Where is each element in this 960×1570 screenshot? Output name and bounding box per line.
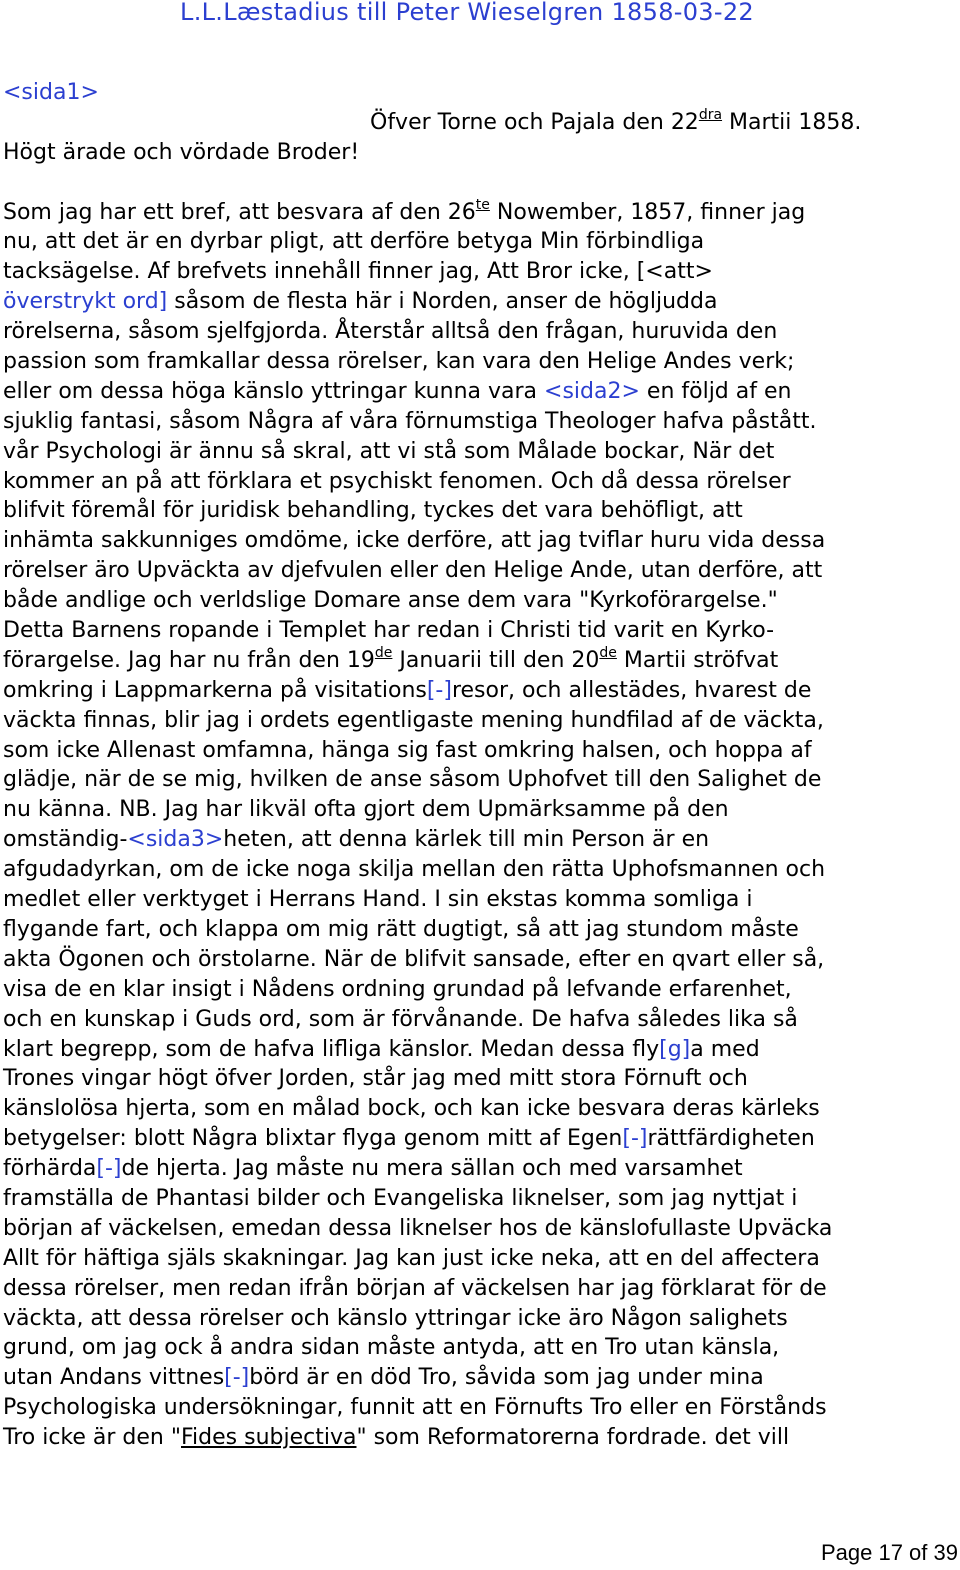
text-span: Som jag har ett bref, att besvara af den 26 — [3, 199, 476, 225]
text-line — [3, 287, 943, 317]
text-line: Trones vingar högt öfver Jorden, står jag med mitt stora Förnuft och — [3, 1066, 748, 1092]
text-line: flygande fart, och klappa om mig rätt dugtigt, så att jag stundom måste — [3, 916, 799, 942]
text-line: passion som framkallar dessa rörelser, kan vara den Helige Andes verk; — [3, 349, 795, 375]
text-span: eller om dessa höga känslo yttringar kunna vara — [3, 378, 538, 404]
text-line — [3, 198, 943, 228]
place-date: Öfver Torne och Pajala den 22 — [370, 109, 699, 135]
text-span: förargelse. Jag har nu från den 19 — [3, 647, 375, 673]
text-span: förhärda — [3, 1156, 97, 1182]
text-line: nu känna. NB. Jag har likväl ofta gjort dem Upmärksamme på den — [3, 797, 729, 823]
text-span: en följd af en — [646, 378, 792, 404]
text-line: Allt för häftiga själs skakningar. Jag kan just icke neka, att en del affectera — [3, 1245, 820, 1271]
text-line — [3, 377, 943, 407]
text-line: sjuklig fantasi, såsom Några af våra förnumstiga Theologer hafva påstått. — [3, 408, 817, 434]
text-line: dessa rörelser, men redan ifrån början af väckelsen har jag förklarat för de — [3, 1275, 827, 1301]
text-line — [3, 676, 943, 706]
text-line: inhämta sakkunniges omdöme, icke derföre, att jag tviflar huru vida dessa — [3, 528, 826, 554]
letter-body — [3, 78, 943, 1453]
text-line: väckta finnas, blir jag i ordets egentligaste mening hundfilad af de väckta, — [3, 707, 824, 733]
text-span: omständig- — [3, 827, 128, 853]
text-line: och en kunskap i Guds ord, som är förvånande. De hafva således lika så — [3, 1006, 798, 1032]
text-span: Tro icke är den " — [3, 1425, 181, 1451]
text-line: början af väckelsen, emedan dessa liknelser hos de känslofullaste Upväcka — [3, 1215, 833, 1241]
text-line — [3, 1124, 943, 1154]
text-line: glädje, när de se mig, hvilken de anse såsom Uphofvet till den Salighet de — [3, 767, 822, 793]
text-span: såsom de flesta här i Norden, anser de högljudda — [174, 289, 718, 315]
page-marker: <sida3> — [127, 827, 224, 853]
blank-line — [3, 168, 943, 198]
text-line: rörelser äro Upväckta av djefvulen eller den Helige Ande, utan derföre, att — [3, 558, 823, 584]
page-marker: <sida2> — [544, 378, 640, 404]
editorial-mark: [g] — [659, 1036, 691, 1062]
underlined-phrase: Fides subjectiva — [181, 1425, 357, 1451]
text-line: Detta Barnens ropande i Templet har redan i Christi tid varit en Kyrko- — [3, 618, 775, 644]
text-span: heten, att denna kärlek till min Person är en — [223, 827, 710, 853]
superscript: de — [374, 644, 393, 661]
editorial-mark: [-] — [224, 1365, 250, 1391]
text-line: rörelserna, såsom sjelfgjorda. Återstår alltså den frågan, huruvida den — [3, 319, 778, 345]
text-span: börd är en död Tro, såvida som jag under mina — [249, 1365, 764, 1391]
text-span: a med — [690, 1036, 760, 1062]
text-span: omkring i Lappmarkerna på visitations — [3, 677, 427, 703]
page-marker: <sida1> — [3, 80, 99, 105]
text-span: " som Reformatorerna fordrade. det vill — [356, 1425, 790, 1451]
editorial-mark: [-] — [426, 677, 452, 703]
text-span: utan Andans vittnes — [3, 1365, 225, 1391]
editorial-note: överstrykt ord] — [3, 289, 168, 315]
text-span: rättfärdigheten — [647, 1126, 815, 1152]
text-line: vår Psychologi är ännu så skral, att vi stå som Målade bockar, När det — [3, 438, 775, 464]
superscript: de — [599, 644, 617, 661]
text-line: väckta, att dessa rörelser och känslo yttringar icke äro Någon salighets — [3, 1305, 788, 1331]
text-line — [3, 1363, 943, 1393]
text-line — [3, 825, 943, 855]
text-line: framställa de Phantasi bilder och Evangeliska liknelser, som jag nyttjat i — [3, 1185, 798, 1211]
text-span: resor, och allestädes, hvarest de — [451, 677, 812, 703]
text-span: Januarii till den 20 — [399, 647, 600, 673]
text-line: känslolösa hjerta, som en målad bock, och kan icke besvara deras kärleks — [3, 1096, 820, 1122]
text-line: både andlige och verldslige Domare anse dem vara "Kyrkoförargelse." — [3, 588, 778, 614]
text-line: som icke Allenast omfamna, hänga sig fast omkring halsen, och hoppa af — [3, 737, 812, 763]
text-span: Martii ströfvat — [623, 647, 779, 673]
text-line — [3, 1035, 943, 1065]
text-span: de hjerta. Jag måste nu mera sällan och med varsamhet — [121, 1156, 743, 1182]
page-number: Page 17 of 39 — [820, 1540, 958, 1565]
editorial-mark: [-] — [622, 1126, 648, 1152]
document-title: L.L.Læstadius till Peter Wieselgren 1858-03-22 — [180, 0, 754, 26]
text-line: tacksägelse. Af brefvets innehåll finner jag, Att Bror icke, [<att> — [3, 259, 713, 285]
text-line: afgudadyrkan, om de icke noga skilja mellan den rätta Uphofsmannen och — [3, 857, 826, 883]
text-line: blifvit föremål för juridisk behandling, tyckes det vara behöfligt, att — [3, 498, 743, 524]
editorial-mark: [-] — [96, 1156, 122, 1182]
text-line — [3, 1423, 943, 1453]
date-rest: Martii 1858. — [729, 109, 862, 135]
text-line: grund, om jag ock å andra sidan måste antyda, att en Tro utan känsla, — [3, 1335, 780, 1361]
text-line: kommer an på att förklara et psychiskt fenomen. Och då dessa rörelser — [3, 468, 791, 494]
text-span: klart begrepp, som de hafva lifliga känslor. Medan dessa fly — [3, 1036, 660, 1062]
text-line: Psychologiska undersökningar, funnit att en Förnufts Tro eller en Förstånds — [3, 1395, 827, 1421]
text-line: nu, att det är en dyrbar pligt, att derföre betyga Min förbindliga — [3, 229, 705, 255]
text-line: akta Ögonen och örstolarne. När de blifvit sansade, efter en qvart eller så, — [3, 946, 825, 972]
text-span: Nowember, 1857, finner jag — [496, 199, 806, 225]
superscript: te — [475, 196, 490, 213]
text-line: medlet eller verktyget i Herrans Hand. I sin ekstas komma somliga i — [3, 887, 753, 913]
date-sup: dra — [698, 106, 723, 123]
text-span: betygelser: blott Några blixtar flyga genom mitt af Egen — [3, 1126, 623, 1152]
page-marker-1 — [3, 78, 943, 108]
place-date-line — [3, 108, 943, 138]
salutation: Högt ärade och vördade Broder! — [3, 139, 360, 165]
text-line — [3, 1154, 943, 1184]
text-line: visa de en klar insigt i Nådens ordning grundad på lefvande erfarenhet, — [3, 976, 792, 1002]
text-line — [3, 646, 943, 676]
